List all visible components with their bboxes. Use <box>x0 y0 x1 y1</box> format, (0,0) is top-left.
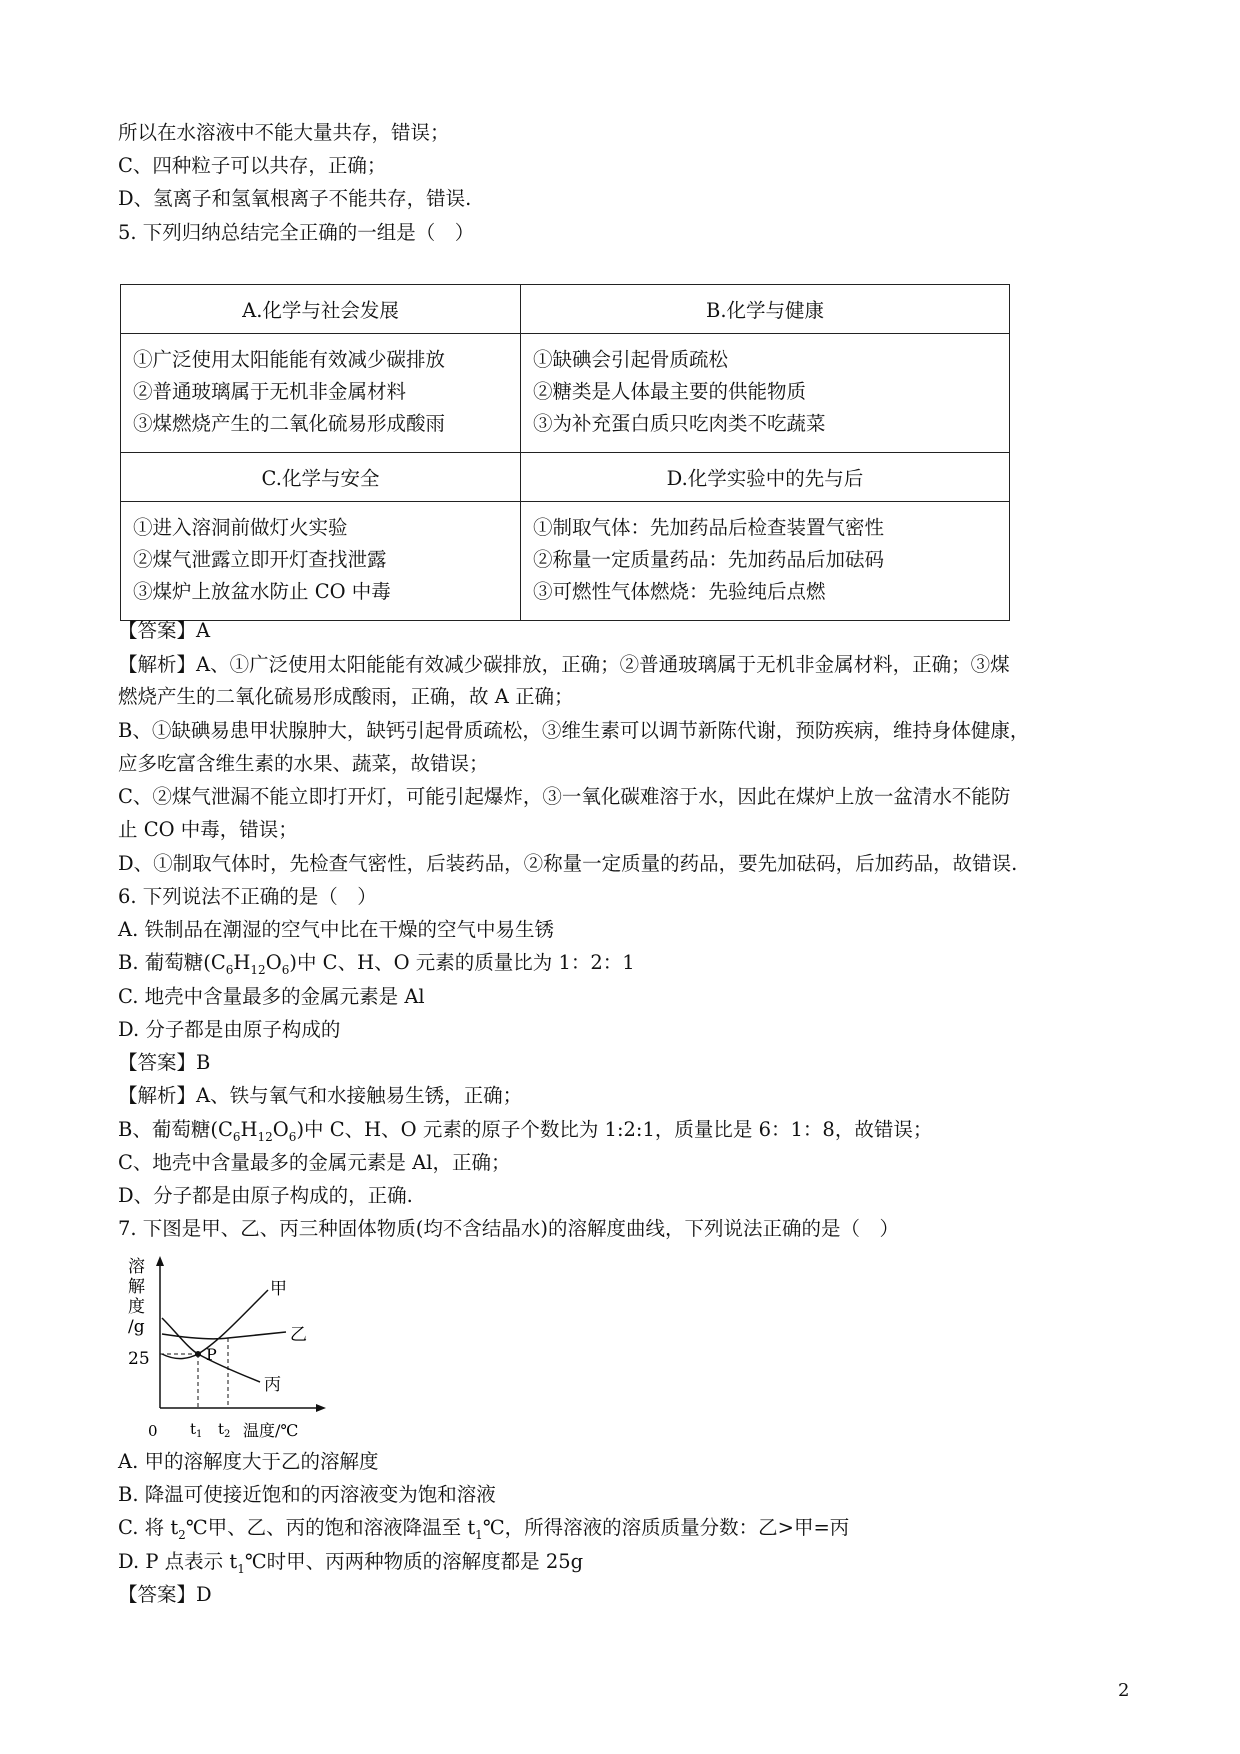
explanation-line: B、葡萄糖$(C_6H_{12}O_6)$中 C、H、O 元素的原子个数比为 1:2:1，质量比是 6：1：8，故错误； <box>118 1118 933 1144</box>
explanation-line: B、①缺碘易患甲状腺肿大，缺钙引起骨质疏松，③维生素可以调节新陈代谢，预防疾病，维持身体健康， <box>118 719 1030 742</box>
list-item: ①制取气体：先加药品后检查装置气密性 <box>533 516 885 539</box>
question-6-stem: 6. 下列说法不正确的是（ ） <box>118 885 377 908</box>
option-d: D. P 点表示 $t_1℃$时甲、丙两种物质的溶解度都是 25g <box>118 1550 584 1576</box>
answer: 【答案】D <box>118 1583 212 1606</box>
label-jia: 甲 <box>270 1279 287 1299</box>
y-axis-label: /g <box>128 1317 145 1337</box>
x-axis-label: 温度/℃ <box>243 1421 299 1440</box>
list-item: ②煤气泄露立即开灯查找泄露 <box>133 548 387 571</box>
y-axis-label: 溶 <box>128 1257 145 1277</box>
list-item: ③煤炉上放盆水防止 CO 中毒 <box>133 580 391 603</box>
x-tick-t1: $t_1$ <box>190 1420 203 1440</box>
cell-a-title: A.化学与社会发展 <box>121 285 521 334</box>
page-number: 2 <box>1118 1680 1130 1701</box>
text-line: 所以在水溶液中不能大量共存，错误； <box>118 121 450 144</box>
list-item: ②称量一定质量药品：先加药品后加砝码 <box>533 548 885 571</box>
option-a: A. 甲的溶解度大于乙的溶解度 <box>118 1450 379 1473</box>
label-bing: 丙 <box>264 1375 281 1395</box>
list-item: ①进入溶洞前做灯火实验 <box>133 516 348 539</box>
y-axis-label: 度 <box>128 1297 145 1317</box>
cell-b-body <box>521 334 1010 453</box>
question-5-stem: 5. 下列归纳总结完全正确的一组是（ ） <box>118 221 475 244</box>
explanation-line: 止 CO 中毒，错误； <box>118 818 298 841</box>
answer: 【答案】B <box>118 1051 211 1074</box>
cell-a-body <box>121 334 521 453</box>
origin-label: 0 <box>148 1422 158 1440</box>
list-item: ②普通玻璃属于无机非金属材料 <box>133 380 407 403</box>
cell-d-body <box>521 502 1010 621</box>
option-a: A. 铁制品在潮湿的空气中比在干燥的空气中易生锈 <box>118 918 554 941</box>
option-b: B. 葡萄糖$(C_6H_{12}O_6)$中 C、H、O 元素的质量比为 1：2：1 <box>118 951 635 977</box>
question-5-table <box>120 284 1010 621</box>
x-tick-t2: $t_2$ <box>218 1420 231 1440</box>
label-p: P <box>206 1345 217 1364</box>
solubility-curve-graph <box>118 1250 348 1440</box>
x-axis-arrow <box>316 1404 326 1412</box>
list-item: ③为补充蛋白质只吃肉类不吃蔬菜 <box>533 412 826 435</box>
cell-c-body <box>121 502 521 621</box>
explanation-line: 应多吃富含维生素的水果、蔬菜，故错误； <box>118 752 489 775</box>
explanation-line: 【解析】A、①广泛使用太阳能能有效减少碳排放，正确；②普通玻璃属于无机非金属材料，正确；③煤 <box>118 653 1010 676</box>
option-d: D. 分子都是由原子构成的 <box>118 1018 341 1041</box>
list-item: ①缺碘会引起骨质疏松 <box>533 348 729 371</box>
option-c: C. 将 $t_2℃$甲、乙、丙的饱和溶液降温至 $t_1℃$，所得溶液的溶质质量分数：乙>甲=丙 <box>118 1516 850 1542</box>
text-line: D、氢离子和氢氧根离子不能共存，错误. <box>118 187 472 210</box>
list-item: ①广泛使用太阳能能有效减少碳排放 <box>133 348 446 371</box>
explanation-line: C、地壳中含量最多的金属元素是 Al，正确； <box>118 1151 511 1174</box>
option-b: B. 降温可使接近饱和的丙溶液变为饱和溶液 <box>118 1483 496 1506</box>
list-item: ③煤燃烧产生的二氧化硫易形成酸雨 <box>133 412 446 435</box>
list-item: ②糖类是人体最主要的供能物质 <box>533 380 807 403</box>
explanation-line: C、②煤气泄漏不能立即打开灯，可能引起爆炸，③一氧化碳难溶于水，因此在煤炉上放一盆清水不能防 <box>118 785 1011 808</box>
cell-c-title: C.化学与安全 <box>121 453 521 502</box>
cell-d-title: D.化学实验中的先与后 <box>521 453 1010 502</box>
option-c: C. 地壳中含量最多的金属元素是 Al <box>118 985 425 1008</box>
explanation-line: D、①制取气体时，先检查气密性，后装药品，②称量一定质量的药品，要先加砝码，后加药品，故错误. <box>118 852 1018 875</box>
list-item: ③可燃性气体燃烧：先验纯后点燃 <box>533 580 826 603</box>
text-line: C、四种粒子可以共存，正确； <box>118 154 387 177</box>
cell-b-title: B.化学与健康 <box>521 285 1010 334</box>
explanation-line: 燃烧产生的二氧化硫易形成酸雨，正确，故 A 正确； <box>118 685 574 708</box>
y-axis-arrow <box>156 1256 164 1266</box>
explanation-line: D、分子都是由原子构成的，正确. <box>118 1184 413 1207</box>
answer: 【答案】A <box>118 619 211 642</box>
y-tick-25: 25 <box>128 1349 150 1369</box>
label-yi: 乙 <box>290 1325 307 1345</box>
y-axis-label: 解 <box>128 1277 145 1297</box>
point-p <box>195 1351 201 1357</box>
explanation-line: 【解析】A、铁与氧气和水接触易生锈，正确； <box>118 1084 523 1107</box>
question-7-stem: 7. 下图是甲、乙、丙三种固体物质(均不含结晶水)的溶解度曲线，下列说法正确的是（ ） <box>118 1217 900 1240</box>
